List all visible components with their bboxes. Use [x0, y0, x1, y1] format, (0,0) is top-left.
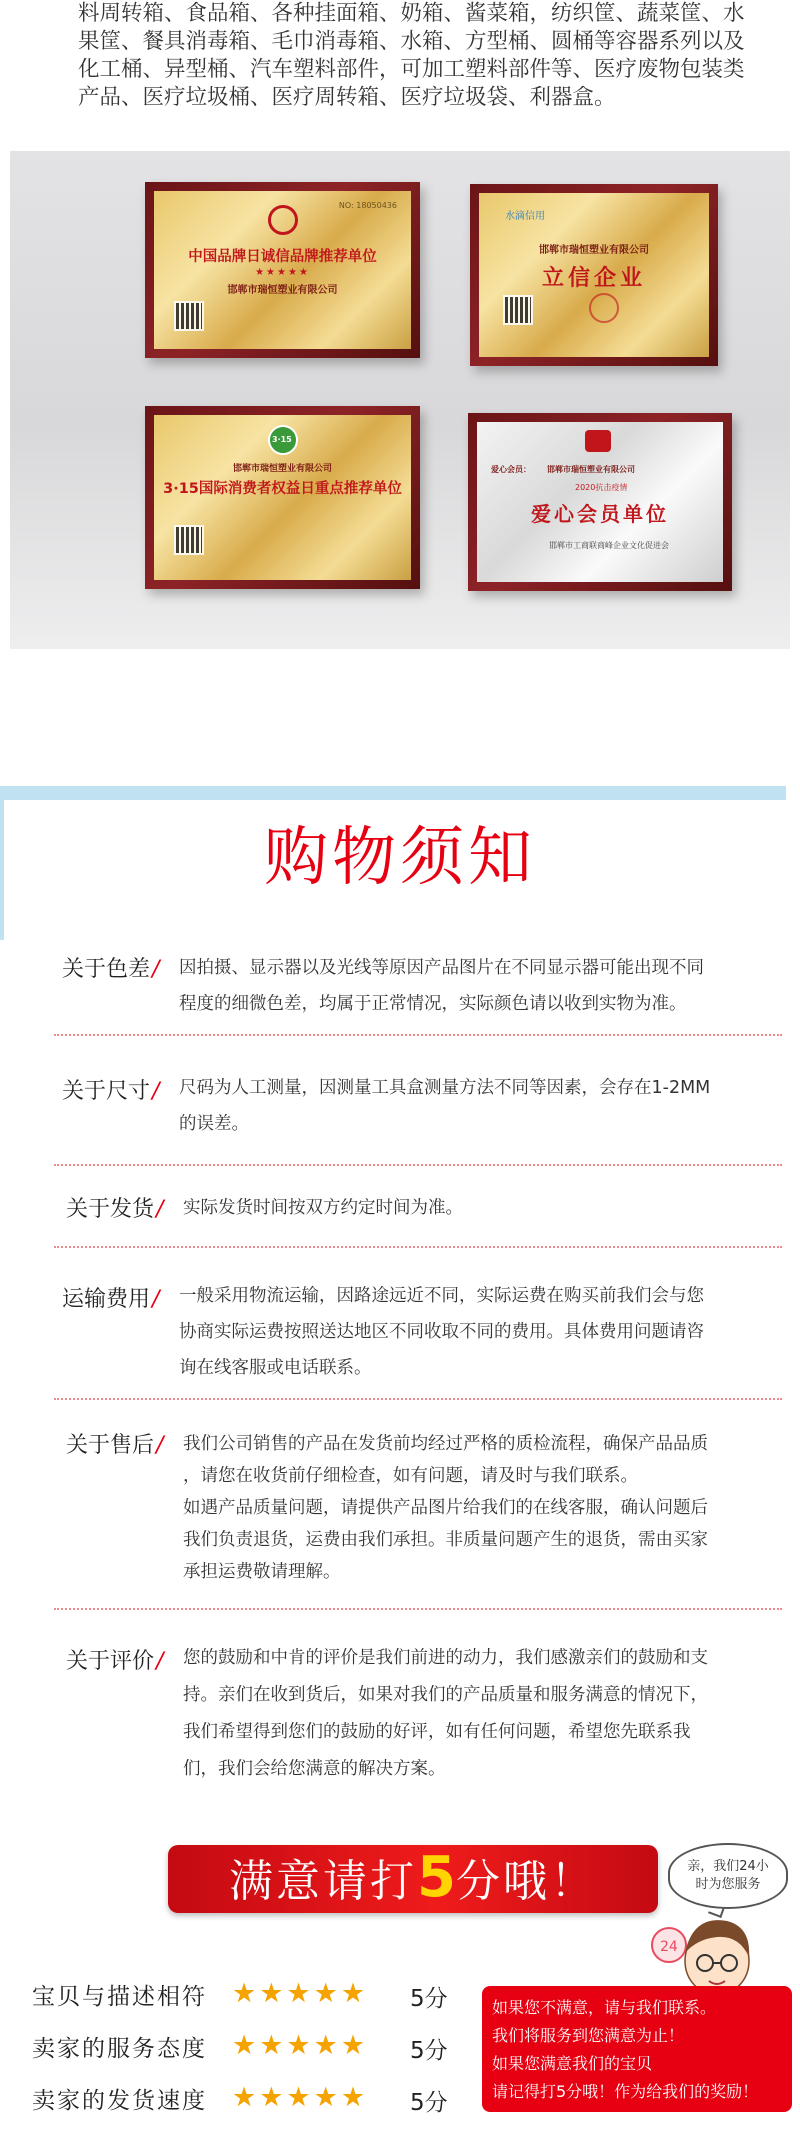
- slash-icon: /: [156, 1433, 164, 1458]
- notice-label: [66, 1644, 163, 1675]
- notice-text: 持。亲们在收到货后，如果对我们的产品质量和服务满意的情况下，: [183, 1685, 708, 1705]
- rating-stars-icon: ★★★★★: [232, 2030, 369, 2061]
- heart-logo-icon: [585, 430, 611, 452]
- certificate-header: 邯郸市瑞恒塑业有限公司: [547, 465, 635, 474]
- rating-stars-icon: ★★★★★: [232, 2082, 369, 2113]
- notice-text: 一般采用物流运输，因路途远近不同，实际运费在购买前我们会与您: [179, 1286, 704, 1306]
- dotted-divider: [54, 1398, 782, 1400]
- intro-line: 产品、医疗垃圾桶、医疗周转箱、医疗垃圾袋、利器盒。: [78, 85, 616, 110]
- certificate-subtitle: 2020抗击疫情: [575, 483, 628, 492]
- certificate-title: 中国品牌日诚信品牌推荐单位: [188, 249, 377, 265]
- intro-line: 果筐、餐具消毒箱、毛巾消毒箱、水箱、方型桶、圆桶等容器系列以及: [78, 29, 745, 54]
- notice-text: 实际发货时间按双方约定时间为准。: [183, 1198, 463, 1218]
- certificate-title: 爱心会员单位: [531, 502, 669, 526]
- notice-label: [62, 1282, 159, 1313]
- certificate-plaque: [145, 406, 420, 589]
- rating-banner-prefix: 满意请打: [229, 1856, 418, 1907]
- notice-text: 承担运费敬请理解。: [183, 1562, 341, 1582]
- speech-bubble: [668, 1843, 788, 1909]
- notice-label: [66, 1428, 163, 1459]
- certificate-face: [154, 415, 411, 580]
- certificate-header: 邯郸市瑞恒塑业有限公司: [539, 245, 649, 256]
- dotted-divider: [54, 1164, 782, 1166]
- certificate-logo: 水滴信用: [505, 211, 545, 222]
- notice-text: 您的鼓励和中肯的评价是我们前进的动力，我们感激亲们的鼓励和支: [183, 1648, 708, 1668]
- notice-label: [62, 952, 159, 983]
- notice-text: 询在线客服或电话联系。: [179, 1358, 372, 1378]
- rating-stars-icon: ★★★★★: [232, 1978, 369, 2009]
- notice-label-text: 关于色差: [62, 957, 151, 982]
- notice-text: ，请您在收货前仔细检查，如有问题，请及时与我们联系。: [183, 1466, 638, 1486]
- svg-text:24: 24: [660, 1939, 678, 1955]
- certificates-photo: [10, 151, 790, 649]
- notice-text: 我们负责退货，运费由我们承担。非质量问题产生的退货，需由买家: [183, 1530, 708, 1550]
- certificate-left-label: 爱心会员：: [491, 465, 531, 474]
- rating-label: 卖家的服务态度: [32, 2036, 207, 2062]
- qr-code-icon: [176, 527, 202, 553]
- notice-text: 程度的细微色差，均属于正常情况，实际颜色请以收到实物为准。: [179, 994, 687, 1014]
- notice-text: 如遇产品质量问题，请提供产品图片给我们的在线客服，确认问题后: [183, 1498, 708, 1518]
- notice-text: 的误差。: [179, 1114, 249, 1134]
- certificate-title: 立信企业: [541, 266, 646, 291]
- message-line: 如果您满意我们的宝贝: [492, 2054, 653, 2073]
- slash-icon: /: [156, 1197, 164, 1222]
- notice-text: 因拍摄、显示器以及光线等原因产品图片在不同显示器可能出现不同: [179, 958, 704, 978]
- satisfaction-message-box: [482, 1986, 792, 2112]
- brand-seal-icon: [268, 205, 298, 235]
- notice-label-text: 关于尺寸: [62, 1079, 151, 1104]
- rating-banner-five: 5: [417, 1845, 456, 1910]
- message-line: 我们将服务到您满意为止！: [492, 2026, 685, 2045]
- slash-icon: /: [152, 957, 160, 982]
- rating-stars-icon: ★★★★★: [255, 267, 310, 278]
- notice-label-text: 关于售后: [66, 1433, 155, 1458]
- qr-code-icon: [505, 297, 531, 323]
- certificate-face: [479, 193, 709, 357]
- rating-banner: [168, 1845, 658, 1913]
- rating-row: [32, 1978, 472, 2014]
- certificate-company: 邯郸市瑞恒塑业有限公司: [232, 464, 332, 474]
- red-seal-icon: [589, 293, 619, 323]
- notice-text: 我们公司销售的产品在发货前均经过严格的质检流程，确保产品品质: [183, 1434, 708, 1454]
- certificate-company: 邯郸市瑞恒塑业有限公司: [227, 285, 338, 296]
- slash-icon: /: [152, 1287, 160, 1312]
- slash-icon: /: [152, 1079, 160, 1104]
- qr-code-icon: [176, 303, 202, 329]
- certificate-org: 邯郸市工商联商峰企业文化促进会: [549, 541, 669, 550]
- dotted-divider: [54, 1246, 782, 1248]
- certificate-plaque: [470, 184, 718, 366]
- notice-text: 我们希望得到您们的鼓励的好评，如有任何问题，希望您先联系我: [183, 1722, 691, 1742]
- notice-label-text: 运输费用: [62, 1287, 151, 1312]
- rating-score: 5分: [410, 2090, 448, 2116]
- certificate-face: [154, 191, 411, 349]
- rating-row: [32, 2030, 472, 2066]
- notice-label: [66, 1192, 163, 1223]
- intro-line: 料周转箱、食品箱、各种挂面箱、奶箱、酱菜箱，纺织筐、蔬菜筐、水: [78, 1, 745, 26]
- notice-text: 协商实际运费按照送达地区不同收取不同的费用。具体费用问题请咨: [179, 1322, 704, 1342]
- bubble-line: 亲，我们24小: [687, 1859, 769, 1874]
- seal-label: 3·15: [272, 435, 292, 444]
- intro-line: 化工桶、异型桶、汽车塑料部件，可加工塑料部件等、医疗废物包装类: [78, 57, 745, 82]
- notice-label: [62, 1074, 159, 1105]
- rating-row: [32, 2082, 472, 2118]
- message-line: 请记得打5分哦！作为给我们的奖励！: [492, 2082, 759, 2101]
- notice-text: 尺码为人工测量，因测量工具盒测量方法不同等因素，会存在1-2MM: [179, 1078, 711, 1098]
- intro-text: [78, 0, 750, 112]
- rating-score: 5分: [410, 2038, 448, 2064]
- certificate-title: 3·15国际消费者权益日重点推荐单位: [163, 481, 402, 497]
- slash-icon: /: [156, 1649, 164, 1674]
- dotted-divider: [54, 1034, 782, 1036]
- rating-label: 宝贝与描述相符: [32, 1984, 207, 2010]
- notice-label-text: 关于发货: [66, 1197, 155, 1222]
- dotted-divider: [54, 1608, 782, 1610]
- shopping-notice-title: 购物须知: [264, 821, 536, 895]
- rating-banner-suffix: 分哦！: [455, 1856, 597, 1907]
- rating-label: 卖家的发货速度: [32, 2088, 207, 2114]
- certificate-face: [477, 422, 723, 582]
- certificate-plaque: [468, 413, 732, 591]
- bubble-line: 时为您服务: [695, 1877, 761, 1892]
- notice-text: 们，我们会给您满意的解决方案。: [183, 1759, 446, 1779]
- message-line: 如果您不满意，请与我们联系。: [492, 1998, 717, 2017]
- rating-score: 5分: [410, 1986, 448, 2012]
- banner-top-bar: [0, 786, 786, 800]
- certificate-plaque: [145, 182, 420, 358]
- certificate-number: NO: 18050436: [338, 201, 397, 210]
- notice-label-text: 关于评价: [66, 1649, 155, 1674]
